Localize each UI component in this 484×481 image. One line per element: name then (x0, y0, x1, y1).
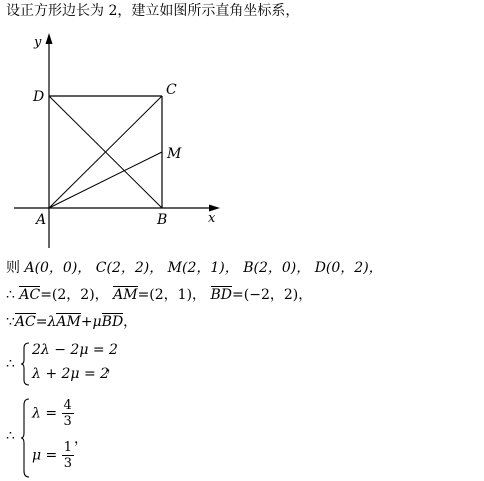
system-2-lambda-row (32, 398, 74, 429)
coords-prefix: 则 (6, 260, 25, 276)
label-x: x (208, 211, 216, 226)
intro-text: 设正方形边长为 2，建立如图所示直角坐标系， (6, 3, 300, 19)
because-symbol: ∵ (6, 314, 15, 330)
system-1-therefore: ∴ (6, 356, 15, 372)
system-2-therefore: ∴ (6, 428, 15, 444)
mu-fraction (62, 440, 74, 471)
plus-mu: +μ (80, 314, 102, 330)
system-1 (0, 340, 200, 390)
mu-eq: μ = (32, 447, 58, 464)
label-A: A (36, 212, 47, 228)
vector-AC-value: =(2，2)， (40, 287, 109, 303)
vector-BD-value: =(−2，2)， (232, 287, 313, 303)
lambda-fraction (62, 398, 74, 429)
vector-AM: AM (113, 287, 138, 303)
vectors-line (6, 286, 312, 304)
vector-BD: BD (210, 287, 233, 303)
system-1-eq1: 2λ − 2μ = 2 (32, 342, 118, 358)
coord-M: M(2，1)， (167, 260, 239, 276)
system-2-brace-icon (20, 398, 30, 478)
vector-BD-2: BD (101, 314, 124, 330)
y-axis-arrow-icon (46, 33, 53, 44)
because-line (6, 313, 137, 331)
system-1-brace-icon (20, 342, 30, 386)
therefore-symbol: ∴ (6, 287, 15, 303)
system-2-mu-row (32, 440, 74, 471)
segment-AM (49, 152, 162, 208)
coord-B: B(2，0)， (243, 260, 311, 276)
lambda-numerator: 4 (63, 398, 72, 413)
because-end: ， (123, 314, 138, 330)
system-1-eq2: λ + 2μ = 2 (32, 366, 110, 382)
lambda-denominator: 3 (63, 414, 72, 429)
vector-AM-value: =(2，1)， (137, 287, 207, 303)
coord-A: A(0，0)， (24, 260, 92, 276)
eq-lambda: =λ (35, 314, 57, 330)
mu-numerator: 1 (63, 440, 73, 455)
system-1-end: ， (106, 359, 120, 375)
system-2-end: ， (74, 431, 88, 447)
label-C: C (166, 82, 177, 98)
mu-denominator: 3 (63, 456, 73, 471)
label-y: y (34, 35, 42, 50)
system-2 (0, 396, 200, 478)
coord-D: D(0，2)， (314, 260, 383, 276)
vector-AC: AC (19, 287, 41, 303)
lambda-eq: λ = (32, 405, 58, 422)
label-B: B (157, 212, 168, 228)
label-M: M (167, 146, 182, 162)
vector-AC-2: AC (14, 314, 36, 330)
coord-C: C(2，2)， (95, 260, 164, 276)
label-D: D (33, 89, 45, 105)
vector-AM-2: AM (56, 314, 81, 330)
coords-line (6, 259, 383, 277)
